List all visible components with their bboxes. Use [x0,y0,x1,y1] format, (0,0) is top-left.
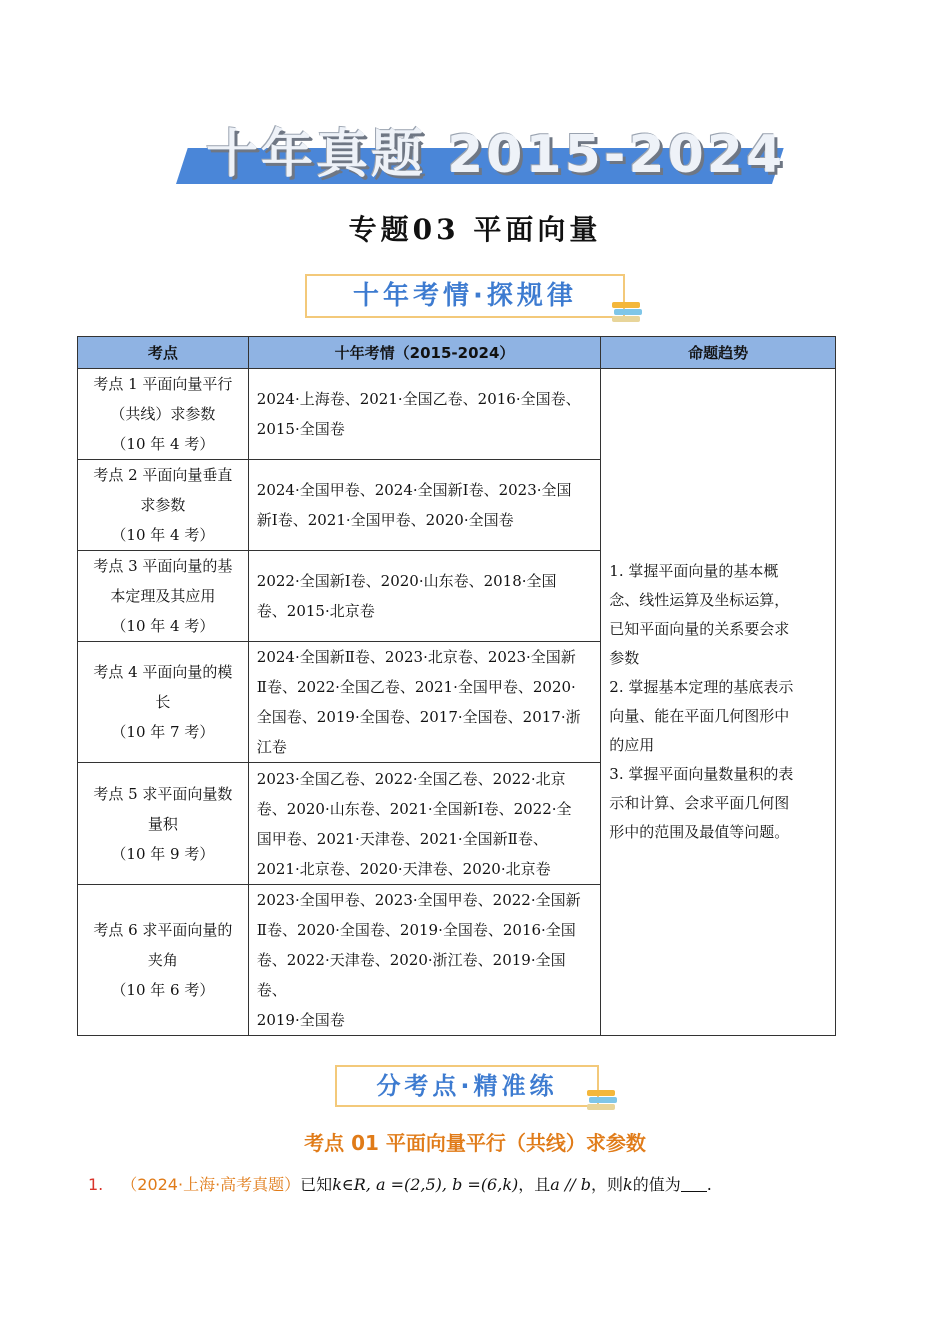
topic-line: 本定理及其应用 [110,587,216,605]
topic-line: 求参数 [140,496,186,514]
exams-cell [248,885,601,1036]
exam-line: Ⅱ卷、2020·全国卷、2019·全国卷、2016·全国 [256,921,576,939]
exams-cell [248,460,601,551]
topic-cell [78,551,249,642]
table-row [78,369,836,460]
topic-line: 考点 6 求平面向量的 [93,921,233,939]
title-banner [176,110,786,185]
exams-cell [248,369,601,460]
section-heading-practice: 分考点·精准练 [335,1065,599,1107]
question-text: . [706,1175,712,1194]
exam-line: 2024·全国甲卷、2024·全国新Ⅰ卷、2023·全国 [256,481,572,499]
trend-line: 念、线性运算及坐标运算， [609,591,790,609]
trend-line: 2. 掌握基本定理的基底表示 [609,678,794,696]
question-source: （2024·上海·高考真题） [121,1175,301,1194]
trend-line: 形中的范围及最值等问题。 [609,823,790,841]
trend-line: 已知平面向量的关系要会求 [609,620,790,638]
exams-cell [248,551,601,642]
exam-line: 卷、2015·北京卷 [256,602,375,620]
exam-line: 2022·全国新Ⅰ卷、2020·山东卷、2018·全国 [256,572,557,590]
topic-line: 考点 2 平面向量垂直 [93,466,233,484]
math-expression: k [623,1175,633,1194]
math-expression: a // b [550,1175,592,1194]
topic-line: 考点 4 平面向量的模 [93,663,233,681]
answer-blank [681,1176,707,1192]
exam-line: 新Ⅰ卷、2021·全国甲卷、2020·全国卷 [256,511,514,529]
table-header-row [78,337,836,369]
exam-line: 2024·上海卷、2021·全国乙卷、2016·全国卷、 [256,390,581,408]
exam-line: 国甲卷、2021·天津卷、2021·全国新Ⅱ卷、 [256,829,548,848]
math-expression: k∈R, a =(2,5), b =(6,k) [332,1175,519,1194]
exam-line: 卷、 [256,981,287,999]
trend-cell [601,369,836,1036]
topic-cell [78,642,249,763]
topic-cell [78,460,249,551]
banner-text: 十年真题 2015-2024 [206,125,786,185]
exam-line: 2019·全国卷 [256,1011,345,1029]
trend-line: 3. 掌握平面向量数量积的表 [609,765,794,783]
trend-line: 1. 掌握平面向量的基本概 [609,562,779,580]
exam-line: Ⅱ卷、2022·全国乙卷、2021·全国甲卷、2020· [256,678,576,696]
topic-line: 量积 [147,814,178,833]
topic-cell [78,885,249,1036]
topic-line: （10 年 4 考） [111,435,215,453]
trend-line: 参数 [609,649,640,667]
topic-line: （10 年 7 考） [111,723,215,741]
books-icon [612,298,642,324]
topic-line: （10 年 9 考） [111,844,215,863]
trend-line: 的应用 [609,736,655,754]
exams-cell [248,763,601,885]
topic-line: 考点 1 平面向量平行 [93,375,233,393]
exams-cell [248,642,601,763]
question-item [88,1172,868,1198]
exam-line: 2023·全国乙卷、2022·全国乙卷、2022·北京 [256,769,566,788]
topic-line: （共线）求参数 [110,405,216,423]
section-heading-trends: 十年考情·探规律 [305,274,625,318]
trend-line: 示和计算、会求平面几何图 [609,794,790,812]
topic-line: 考点 5 求平面向量数 [93,784,233,803]
question-text: 已知 [300,1175,333,1194]
header-exams: 十年考情（2015-2024） [248,337,601,369]
exam-line: 江卷 [256,738,287,756]
question-text: ，且 [518,1175,551,1194]
topic-line: （10 年 4 考） [111,526,215,544]
exam-line: 全国卷、2019·全国卷、2017·全国卷、2017·浙 [256,708,581,726]
topic-cell [78,369,249,460]
topic-line: （10 年 6 考） [111,981,215,999]
exam-line: 2021·北京卷、2020·天津卷、2020·北京卷 [256,859,551,878]
question-text: 的值为 [632,1175,681,1194]
exam-line: 2015·全国卷 [256,420,345,438]
topic-line: 考点 3 平面向量的基 [93,557,233,575]
question-text: ，则 [591,1175,624,1194]
exam-line: 2023·全国甲卷、2023·全国甲卷、2022·全国新 [256,891,581,909]
topic-cell [78,763,249,885]
document-title: 专题03 平面向量 [348,213,602,246]
books-icon [587,1086,617,1112]
topic-line: 长 [155,693,171,711]
question-number: 1. [88,1175,104,1194]
exam-line: 2024·全国新Ⅱ卷、2023·北京卷、2023·全国新 [256,648,576,666]
topic-line: （10 年 4 考） [111,617,215,635]
header-topic: 考点 [78,337,249,369]
exam-analysis-table [77,336,836,1036]
exam-line: 卷、2020·山东卷、2021·全国新Ⅰ卷、2022·全 [256,799,572,818]
header-trend: 命题趋势 [601,337,836,369]
topic-subheading: 考点 01 平面向量平行（共线）求参数 [304,1131,646,1155]
exam-line: 卷、2022·天津卷、2020·浙江卷、2019·全国 [256,951,566,969]
trend-line: 向量、能在平面几何图形中 [609,707,790,725]
topic-line: 夹角 [147,951,178,969]
